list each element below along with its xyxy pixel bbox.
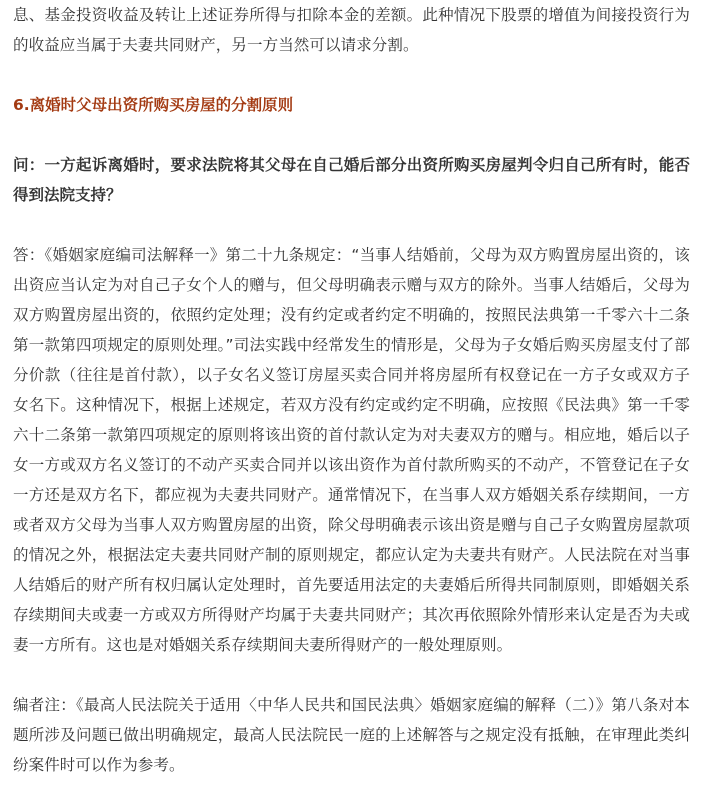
question-paragraph: 问：一方起诉离婚时，要求法院将其父母在自己婚后部分出资所购买房屋判令归自己所有时，能否得到法院支持？ <box>13 156 690 204</box>
section-heading: 6.离婚时父母出资所购买房屋的分割原则 <box>13 96 294 114</box>
intro-paragraph: 息、基金投资收益及转让上述证券所得与扣除本金的差额。此种情况下股票的增值为间接投资行为的收益应当属于夫妻共同财产，另一方当然可以请求分割。 <box>13 6 690 54</box>
answer-paragraph: 答：《婚姻家庭编司法解释一》第二十九条规定：“当事人结婚前，父母为双方购置房屋出资的，该出资应当认定为对自己子女个人的赠与，但父母明确表示赠与双方的除外。当事人结婚后，父母为双方购置房屋出资的，依照约定处理；没有约定或者约定不明确的，按照民法典第一千零六十二条第一款第四项规定的原则处理。”司法实践中经常发生的情形是，父母为子女婚后购买房屋支付了部分价款（往往是首付款），以子女名义签订房屋买卖合同并将房屋所有权登记在一方子女或双方子女名下。这种情况下，根据上述规定，若双方没有约定或约定不明确，应按照《民法典》第一千零六十二条第一款第四项规定的原则将该出资的首付款认定为对夫妻双方的赠与。相应地，婚后以子女一方或双方名义签订的不动产买卖合同并以该出资作为首付款所购买的不动产，不管登记在子女一方还是双方名下，都应视为夫妻共同财产。通常情况下，在当事人双方婚姻关系存续期间，一方或者双方父母为当事人双方购置房屋的出资，除父母明确表示该出资是赠与自己子女购置房屋款项的情况之外，根据法定夫妻共同财产制的原则规定，都应认定为夫妻共有财产。人民法院在对当事人结婚后的财产所有权归属认定处理时，首先要适用法定的夫妻婚后所得共同制原则，即婚姻关系存续期间夫或妻一方或双方所得财产均属于夫妻共同财产；其次再依照除外情形来认定是否为夫或妻一方所有。这也是对婚姻关系存续期间夫妻所得财产的一般处理原则。 <box>13 246 690 654</box>
editor-note-paragraph: 编者注：《最高人民法院关于适用〈中华人民共和国民法典〉婚姻家庭编的解释（二）》第八条对本题所涉及问题已做出明确规定，最高人民法院民一庭的上述解答与之规定没有抵触，在审理此类纠纷案件时可以作为参考。 <box>13 696 690 774</box>
